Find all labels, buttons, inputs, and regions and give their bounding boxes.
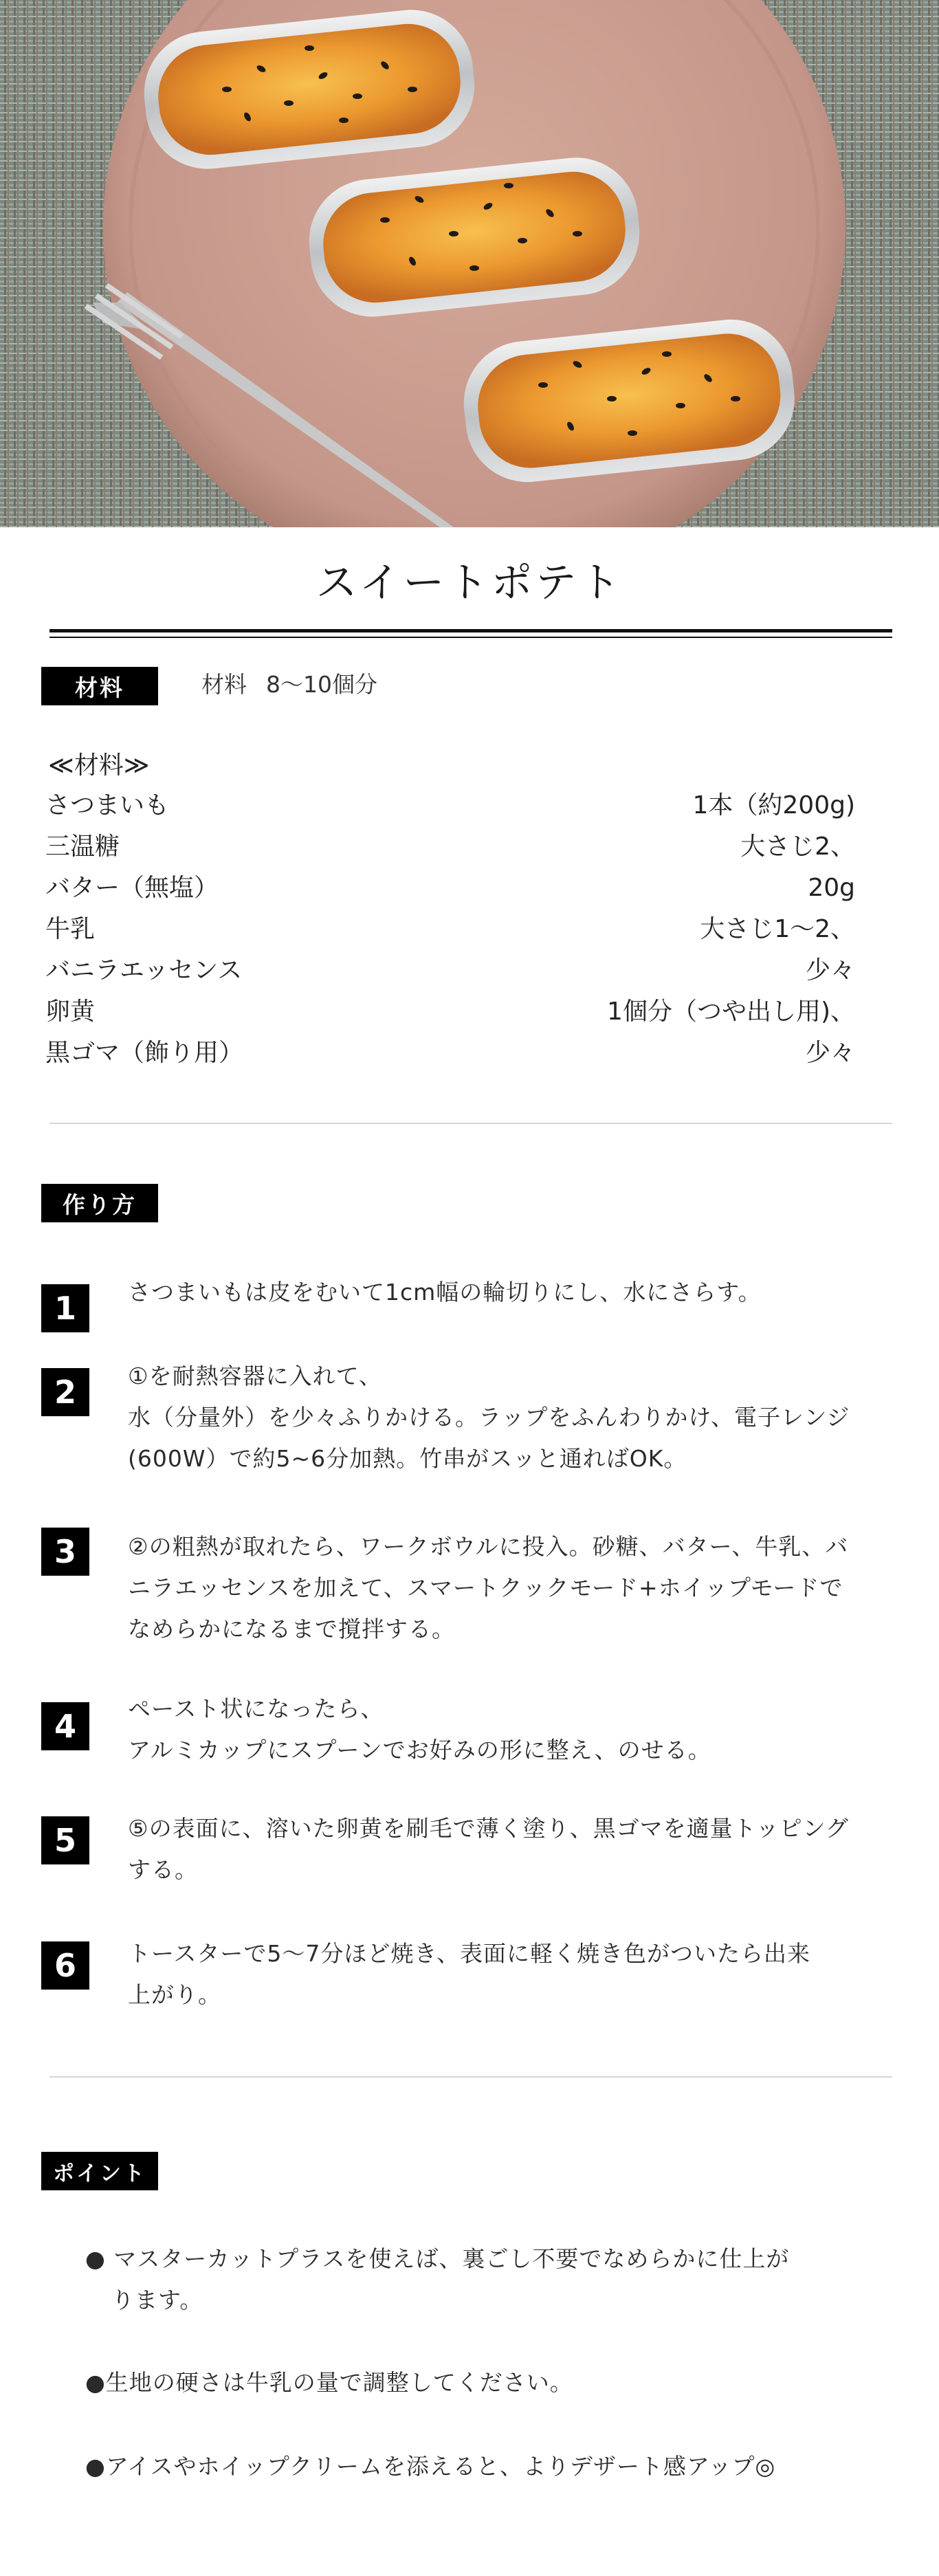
step-line: ペースト状になったら、 [128, 1695, 384, 1722]
step-text [128, 1356, 898, 1479]
step-text [128, 1272, 898, 1313]
ingredient-name: バター（無塩） [45, 874, 219, 902]
step-line: する。 [128, 1856, 198, 1883]
method-tag: 作り方 [41, 1184, 158, 1222]
hero-photo [0, 0, 939, 527]
ingredient-amount: 大さじ2、 [740, 833, 855, 861]
ingredient-row [45, 868, 855, 909]
ingredient-amount: 少々 [805, 1039, 855, 1067]
section-divider [49, 2076, 892, 2078]
point-line: ●アイスやホイップクリームを添えると、よりデザート感アップ◎ [85, 2453, 776, 2480]
step-text [128, 1808, 898, 1891]
ingredients-list [45, 785, 855, 1074]
point-line: ●生地の硬さは牛乳の量で調整してください。 [85, 2369, 573, 2396]
step-line: 水（分量外）を少々ふりかける。ラップをふんわりかけ、電子レンジ [128, 1404, 850, 1431]
section-divider [49, 1123, 892, 1124]
step-text [128, 1688, 898, 1771]
servings-info [201, 667, 377, 699]
step-number: 5 [41, 1816, 89, 1864]
servings-value: 8～10個分 [266, 671, 377, 698]
ingredient-amount: 大さじ1～2、 [700, 915, 855, 943]
step-line: なめらかになるまで撹拌する。 [128, 1616, 455, 1642]
title-rule-thin [49, 637, 892, 638]
sweet-potato-photo-icon [0, 0, 939, 527]
ingredient-amount: 1個分（つや出し用)、 [607, 998, 855, 1026]
point-item [85, 2362, 862, 2403]
step-line: ②の粗熱が取れたら、ワークボウルに投入。砂糖、バター、牛乳、バ [128, 1533, 849, 1560]
point-line: ● マスターカットプラスを使えば、裏ごし不要でなめらかに仕上が [85, 2245, 790, 2272]
ingredient-amount: 1本（約200g) [692, 791, 855, 819]
ingredient-name: 三温糖 [45, 833, 120, 861]
ingredient-name: 黒ゴマ（飾り用） [45, 1039, 244, 1067]
servings-label: 材料 [201, 671, 247, 698]
point-line: ります。 [111, 2287, 203, 2313]
step-text [128, 1933, 898, 2016]
step-line: さつまいもは皮をむいて1cm幅の輪切りにし、水にさらす。 [128, 1279, 762, 1306]
points-tag: ポイント [41, 2152, 158, 2190]
step-line: 上がり。 [128, 1981, 221, 2008]
ingredient-name: さつまいも [45, 791, 170, 819]
ingredient-row [45, 785, 855, 826]
ingredient-name: 卵黄 [45, 998, 96, 1026]
ingredient-row [45, 909, 855, 950]
step-line: ⑤の表面に、溶いた卵黄を刷毛で薄く塗り、黒ゴマを適量トッピング [128, 1815, 849, 1842]
ingredients-list-heading: ≪材料≫ [48, 751, 150, 780]
ingredient-row [45, 1033, 855, 1074]
step-number: 6 [41, 1941, 89, 1990]
step-line: ①を耐熱容器に入れて、 [128, 1363, 382, 1389]
ingredient-row [45, 826, 855, 868]
ingredient-amount: 少々 [805, 956, 855, 984]
step-number: 1 [41, 1284, 89, 1332]
ingredient-row [45, 991, 855, 1033]
step-line: アルミカップにスプーンでお好みの形に整え、のせる。 [128, 1737, 711, 1763]
step-number: 2 [41, 1368, 89, 1416]
step-line: トースターで5～7分ほど焼き、表面に軽く焼き色がついたら出来 [128, 1940, 811, 1967]
ingredient-name: 牛乳 [45, 915, 96, 943]
ingredient-row [45, 950, 855, 991]
step-line: (600W）で約5~6分加熱。竹串がスッと通ればOK。 [128, 1445, 687, 1472]
step-line: ニラエッセンスを加えて、スマートクックモード+ホイップモードで [128, 1574, 843, 1601]
ingredient-name: バニラエッセンス [45, 956, 243, 984]
page-title: スイートポテト [316, 559, 623, 607]
ingredient-amount: 20g [808, 874, 855, 902]
step-text [128, 1526, 898, 1650]
point-item [85, 2446, 862, 2487]
title-rule-thick [49, 629, 892, 632]
point-item [85, 2238, 862, 2321]
step-number: 4 [41, 1702, 89, 1750]
ingredients-tag: 材料 [41, 667, 158, 705]
step-number: 3 [41, 1528, 89, 1576]
